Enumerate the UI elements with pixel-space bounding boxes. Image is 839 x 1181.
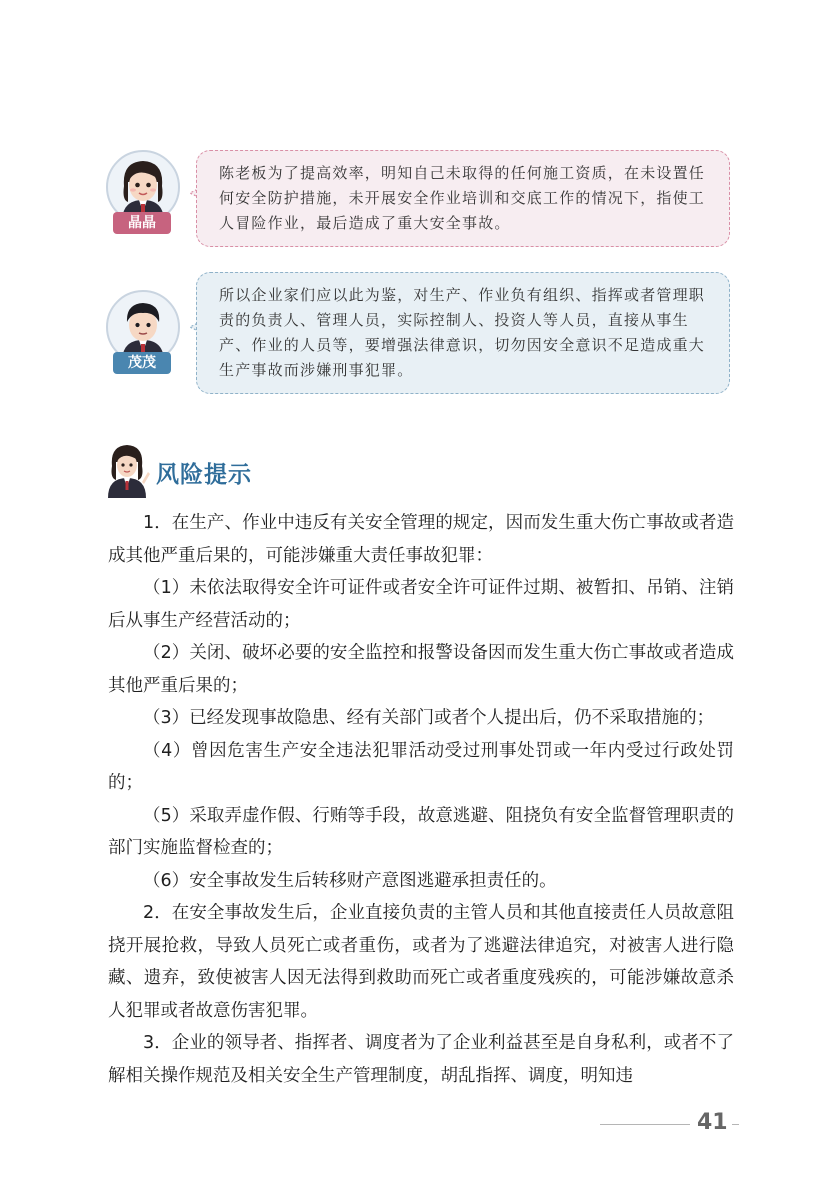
- paragraph: （2）关闭、破坏必要的安全监控和报警设备因而发生重大伤亡事故或者造成其他严重后果的；: [108, 643, 734, 696]
- speech-bubble: 所以企业家们应以此为鉴，对生产、作业负有组织、指挥或者管理职责的负责人、管理人员，实际控制人、投资人等人员，直接从事生产、作业的人员等，要增强法律意识，切勿因安全意识不足造成重大生产事故而涉嫌刑事犯罪。: [196, 272, 730, 394]
- paragraph: （3）已经发现事故隐患、经有关部门或者个人提出后，仍不采取措施的；: [143, 708, 715, 728]
- jingjing-avatar: [104, 150, 180, 240]
- risk-section-header: [104, 442, 404, 502]
- judge-girl-icon: [104, 442, 150, 498]
- footer-dash: [732, 1124, 739, 1125]
- paragraph: 3．企业的领导者、指挥者、调度者为了企业利益甚至是自身私利，或者不了解相关操作规范及相关安全生产管理制度，胡乱指挥、调度，明知违: [108, 1033, 734, 1086]
- paragraph: （5）采取弄虚作假、行贿等手段，故意逃避、阻挠负有安全监督管理职责的部门实施监督检查的；: [108, 805, 734, 858]
- footer-rule: [600, 1124, 690, 1125]
- dialog-jingjing: [104, 150, 734, 250]
- risk-content: [108, 507, 734, 1092]
- dialog-maomao: [104, 272, 734, 397]
- paragraph: （1）未依法取得安全许可证件或者安全许可证件过期、被暂扣、吊销、注销后从事生产经营活动的；: [108, 578, 734, 631]
- paragraph: 2．在安全事故发生后，企业直接负责的主管人员和其他直接责任人员故意阻挠开展抢救，导致人员死亡或者重伤，或者为了逃避法律追究，对被害人进行隐藏、遗弃，致使被害人因无法得到救助而死亡或者重度残疾的，可能涉嫌故意杀人犯罪或者故意伤害犯罪。: [108, 903, 734, 1021]
- speech-bubble: 陈老板为了提高效率，明知自己未取得的任何施工资质，在未设置任何安全防护措施，未开展安全作业培训和交底工作的情况下，指使工人冒险作业，最后造成了重大安全事故。: [196, 150, 730, 247]
- paragraph: 1．在生产、作业中违反有关安全管理的规定，因而发生重大伤亡事故或者造成其他严重后果的，可能涉嫌重大责任事故犯罪：: [108, 513, 734, 566]
- paragraph: （4）曾因危害生产安全违法犯罪活动受过刑事处罚或一年内受过行政处罚的；: [108, 740, 734, 793]
- page-number: 41: [697, 1110, 728, 1135]
- paragraph: （6）安全事故发生后转移财产意图逃避承担责任的。: [143, 870, 557, 891]
- section-title: 风险提示: [156, 462, 252, 488]
- speaker-name-tag: 茂茂: [113, 352, 171, 374]
- speaker-name-tag: 晶晶: [113, 212, 171, 234]
- maomao-avatar: [104, 290, 180, 380]
